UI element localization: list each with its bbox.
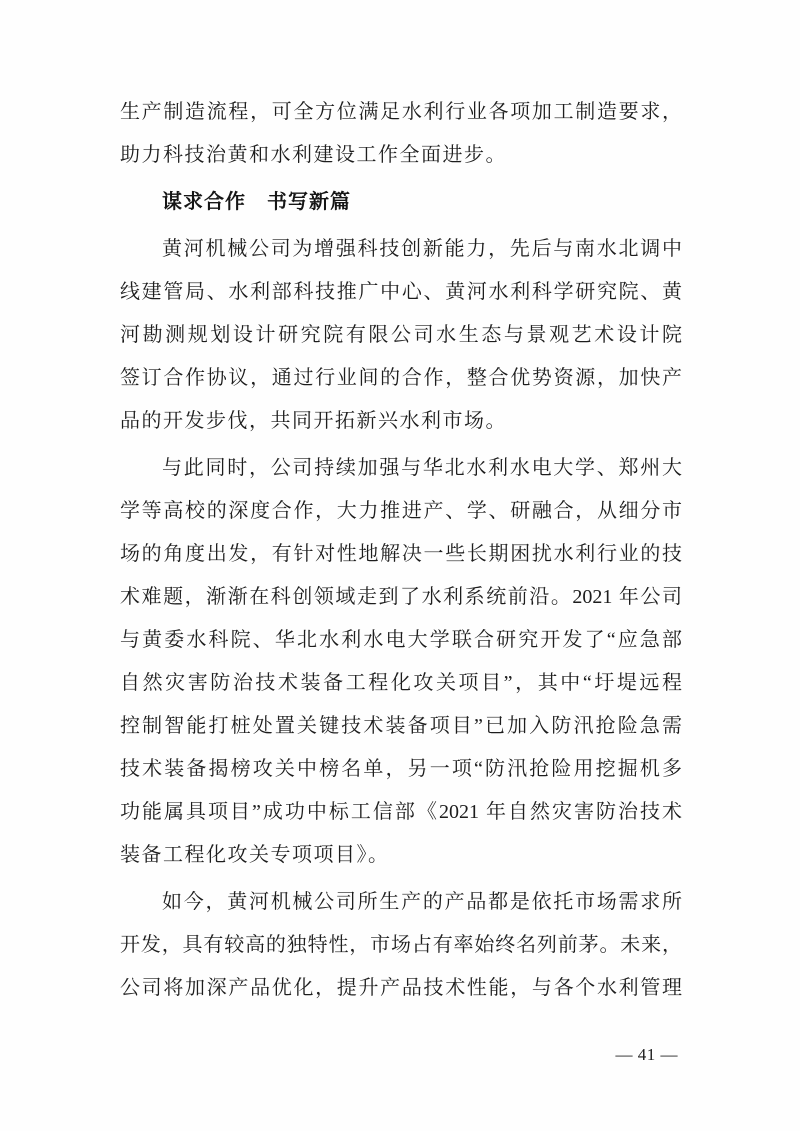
text-line: 与黄委水科院、华北水利水电大学联合研究开发了“应急部 bbox=[120, 629, 682, 651]
text-line: 黄河机械公司为增强科技创新能力，先后与南水北调中 bbox=[162, 238, 682, 260]
text-line: 控制智能打桩处置关键技术装备项目”已加入防汛抢险急需 bbox=[120, 715, 682, 737]
text-line: 场的角度出发，有针对性地解决一些长期困扰水利行业的技 bbox=[120, 543, 682, 565]
text-line: 生产制造流程，可全方位满足水利行业各项加工制造要求， bbox=[120, 101, 682, 123]
text-line: 装备工程化攻关专项项目》。 bbox=[120, 844, 390, 866]
paragraph-cooperation-agreements bbox=[120, 228, 682, 443]
text-line: 如今，黄河机械公司所生产的产品都是依托市场需求所 bbox=[162, 891, 682, 913]
paragraph-manufacturing-continuation bbox=[120, 91, 682, 177]
text-line: 功能属具项目”成功中标工信部《2021 年自然灾害防治技术 bbox=[120, 801, 682, 823]
document-body bbox=[120, 91, 682, 1010]
page-number: — 41 — bbox=[615, 1045, 678, 1064]
paragraph-university-research bbox=[120, 447, 682, 877]
section-heading: 谋求合作 书写新篇 bbox=[162, 191, 351, 213]
text-line: 学等高校的深度合作，大力推进产、学、研融合，从细分市 bbox=[120, 500, 682, 522]
text-line: 助力科技治黄和水利建设工作全面进步。 bbox=[120, 144, 507, 166]
text-line: 线建管局、水利部科技推广中心、黄河水利科学研究院、黄 bbox=[120, 281, 682, 303]
text-line: 河勘测规划设计研究院有限公司水生态与景观艺术设计院 bbox=[120, 324, 682, 346]
text-line: 品的开发步伐，共同开拓新兴水利市场。 bbox=[120, 410, 507, 432]
text-line: 与此同时，公司持续加强与华北水利水电大学、郑州大 bbox=[162, 457, 682, 479]
text-line: 公司将加深产品优化，提升产品技术性能，与各个水利管理 bbox=[120, 977, 682, 999]
text-line: 自然灾害防治技术装备工程化攻关项目”，其中“圩堤远程 bbox=[120, 672, 682, 694]
text-line: 开发，具有较高的独特性，市场占有率始终名列前茅。未来， bbox=[120, 934, 682, 956]
text-line: 术难题，渐渐在科创领域走到了水利系统前沿。2021 年公司 bbox=[120, 586, 682, 608]
text-line: 签订合作协议，通过行业间的合作，整合优势资源，加快产 bbox=[120, 367, 682, 389]
paragraph-market-outlook bbox=[120, 881, 682, 1010]
text-line: 技术装备揭榜攻关中榜名单，另一项“防汛抢险用挖掘机多 bbox=[120, 758, 682, 780]
